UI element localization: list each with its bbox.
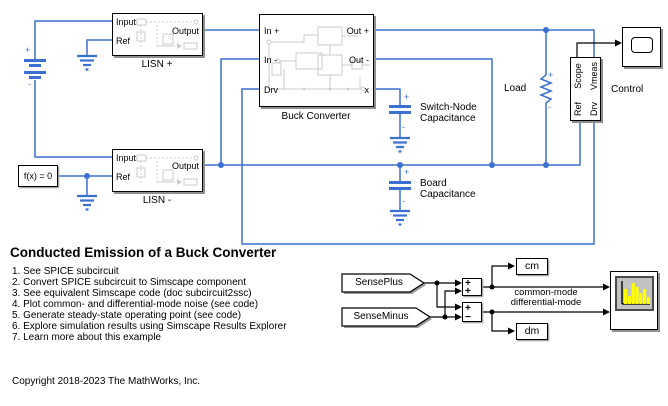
label-board-cap-2: Capacitance	[420, 189, 476, 200]
arrowhead	[508, 263, 515, 270]
battery-icon[interactable]	[24, 59, 46, 79]
port-label: Out -	[348, 55, 369, 65]
port-label: Drv	[589, 102, 599, 116]
sum-sign: +	[465, 303, 471, 314]
polarity-minus: -	[548, 102, 551, 112]
port-label: x	[364, 85, 369, 95]
port-label: Ref	[116, 36, 131, 46]
port-label: Scope	[573, 63, 583, 89]
signal-label-common-mode: common-mode	[514, 287, 578, 298]
port-label: Ref	[573, 102, 583, 117]
port-label: Output	[171, 26, 199, 36]
wire-senseplus-branch[interactable]	[437, 283, 456, 307]
polarity-plus: +	[404, 92, 410, 102]
port-label: Drv	[264, 85, 278, 95]
block-lisn-plus[interactable]	[112, 13, 203, 56]
polarity-minus: -	[28, 79, 31, 89]
goto-dm-label: dm	[524, 325, 540, 337]
block-buck-converter[interactable]	[259, 14, 374, 107]
solver-label: f(x) = 0	[23, 171, 53, 181]
port-label: Output	[171, 161, 199, 171]
annotation-step[interactable]: 5. Generate steady-state operating point (see code)	[12, 310, 242, 321]
scope-display-icon	[631, 37, 653, 53]
ground-icon[interactable]	[77, 196, 97, 210]
arrowhead	[603, 309, 610, 316]
wire-to-cm[interactable]	[492, 266, 508, 287]
from-tag-label-senseminus: SenseMinus	[353, 311, 409, 322]
sum-sign: −	[465, 312, 471, 323]
wire-bus-to-buck-inminus[interactable]	[221, 59, 259, 165]
block-sum-common[interactable]	[462, 278, 482, 296]
label-switch-node-cap-1: Switch-Node	[420, 102, 477, 113]
from-tag-label-senseplus: SensePlus	[355, 277, 403, 288]
annotation-step[interactable]: 6. Explore simulation results using Simscape Results Explorer	[12, 321, 287, 332]
arrowhead	[455, 314, 462, 321]
wire-control-ref-to-bus[interactable]	[546, 121, 580, 165]
polarity-plus: +	[25, 45, 31, 55]
arrowhead	[615, 40, 622, 47]
block-name-lisn-plus: LISN +	[141, 59, 173, 70]
wire-senseminus-branch[interactable]	[445, 291, 456, 317]
port-label: Input	[116, 153, 137, 163]
signal-label-differential-mode: differential-mode	[510, 297, 582, 308]
wire-battery-to-lisnminus-input[interactable]	[35, 80, 112, 157]
block-goto-dm[interactable]	[516, 323, 548, 340]
wire-control-scope-to-scope[interactable]	[577, 43, 615, 57]
wire-buck-outplus-to-vmeas[interactable]	[374, 30, 594, 57]
port-label: Ref	[116, 172, 131, 182]
polarity-plus: +	[404, 167, 410, 177]
port-label: In -	[264, 55, 278, 65]
switch-node-capacitor-icon[interactable]	[389, 105, 411, 114]
block-sum-differential[interactable]	[462, 302, 482, 322]
board-capacitor-icon[interactable]	[389, 181, 411, 190]
port-label: In +	[264, 26, 280, 36]
block-lisn-minus[interactable]	[112, 149, 203, 192]
annotation-step[interactable]: 1. See SPICE subcircuit	[12, 266, 119, 277]
polarity-minus: -	[402, 122, 405, 132]
label-load: Load	[504, 83, 527, 94]
annotation-step[interactable]: 4. Plot common- and differential-mode noise (see code)	[12, 299, 259, 310]
wire-buck-x-to-switchcap[interactable]	[374, 89, 400, 105]
label-switch-node-cap-2: Capacitance	[420, 113, 476, 124]
wire-to-dm[interactable]	[492, 312, 508, 331]
arrowhead	[603, 284, 610, 291]
polarity-plus: +	[548, 70, 554, 80]
block-name-buck-converter: Buck Converter	[281, 111, 351, 122]
annotation-title: Conducted Emission of a Buck Converter	[10, 245, 277, 260]
sum-sign: +	[465, 286, 471, 297]
arrowhead	[455, 304, 462, 311]
arrowhead	[455, 280, 462, 287]
port-label: Out +	[346, 26, 369, 36]
arrowhead	[455, 288, 462, 295]
load-resistor-icon[interactable]	[541, 75, 551, 165]
block-spectrum-analyzer[interactable]	[610, 271, 658, 330]
annotation-step[interactable]: 3. See equivalent Simscape code (doc subcircuit2ssc)	[12, 288, 252, 299]
polarity-minus: -	[402, 196, 405, 206]
block-goto-cm[interactable]	[516, 258, 548, 275]
ground-icon[interactable]	[390, 211, 410, 225]
annotation-step[interactable]: 2. Convert SPICE subcircuit to Simscape component	[12, 277, 246, 288]
block-control[interactable]	[570, 57, 601, 121]
copyright-text: Copyright 2018-2023 The MathWorks, Inc.	[12, 376, 201, 387]
arrowhead	[508, 328, 515, 335]
block-name-control: Control	[611, 84, 644, 95]
port-label: Input	[116, 17, 137, 27]
sum-sign: +	[465, 278, 471, 289]
goto-cm-label: cm	[525, 260, 539, 272]
port-label: Vmeas	[589, 62, 599, 91]
block-scope[interactable]	[622, 27, 661, 67]
wire-lisnplus-ref-to-ground[interactable]	[87, 40, 112, 56]
annotation-step[interactable]: 7. Learn more about this example	[12, 332, 161, 343]
spectrum-analyzer-icon	[615, 276, 654, 311]
block-name-lisn-minus: LISN -	[142, 195, 172, 206]
ground-icon[interactable]	[77, 56, 97, 70]
block-solver-configuration[interactable]	[18, 165, 58, 187]
label-board-cap-1: Board	[420, 178, 447, 189]
ground-icon[interactable]	[390, 138, 410, 152]
